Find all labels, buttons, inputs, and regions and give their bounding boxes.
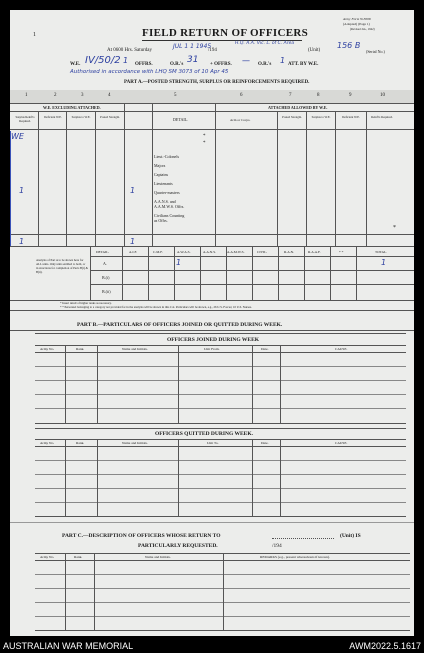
- rank-lieutenants: Lieutenants: [154, 181, 173, 186]
- unit-label: (Unit): [308, 48, 321, 53]
- form-sheet: [10, 10, 414, 636]
- ors-label: O.R.'s: [170, 62, 184, 67]
- totals-header-awas: A.W.A.S.: [177, 250, 191, 254]
- asterisk-2: *: [203, 141, 206, 146]
- joined-col-unit-from: Unit From.: [204, 347, 220, 351]
- asterisk-1: *: [203, 134, 206, 139]
- col-header-4: Posted Strength.: [100, 115, 120, 119]
- hw-mark-3: 1: [19, 237, 25, 246]
- part-c-unit-is: (Unit) IS: [340, 533, 361, 539]
- totals-header-ran: R.A.N.: [284, 250, 295, 254]
- hw-mark-1: 1: [19, 186, 25, 195]
- year-text: /194: [208, 48, 217, 53]
- plus-offrs-label: + OFFRS.: [210, 62, 232, 67]
- footnote-2: * * Personnel belonging to a category not provided for in the analysis will be shown in this Col. Particulars will be shown, e.g., 26 U.S. Forces; 10 U.S. Nurses.: [60, 305, 252, 309]
- footnote-1: * Insert detail of higher ranks as necessary.: [60, 301, 112, 305]
- joined-col-army-no: Army No.: [40, 347, 55, 351]
- totals-header-aamws: A.A.M.W.S.: [227, 250, 245, 254]
- col-header-3: Surplus to W.E.: [71, 115, 91, 119]
- hw-mark-2: 1: [130, 186, 136, 195]
- totals-hw-total: 1: [381, 258, 387, 267]
- column-number-band: [10, 90, 414, 103]
- colnum-4: 4: [108, 93, 111, 98]
- part-c-title: PART C.—DESCRIPTION OF OFFICERS WHOSE RETURN TO: [62, 533, 221, 539]
- joined-title: OFFICERS JOINED DURING WEEK: [167, 337, 260, 343]
- quitted-col-name: Name and Initials.: [122, 441, 148, 445]
- archive-accession-number: AWM2022.5.1617: [349, 641, 421, 651]
- offrs-label: OFFRS.: [135, 62, 153, 67]
- totals-row-bi: B.(i): [102, 275, 110, 280]
- rank-majors: Majors: [154, 163, 166, 168]
- quitted-title: OFFICERS QUITTED DURING WEEK.: [155, 431, 253, 437]
- archive-credit: AUSTRALIAN WAR MEMORIAL: [3, 641, 134, 651]
- plus-ors-handwritten: 1: [280, 56, 286, 65]
- attached-header: ATTACHED ALLOWED BY W.E.: [268, 105, 328, 110]
- colnum-6: 6: [240, 93, 243, 98]
- col-header-2: Deficient W.E.: [44, 115, 62, 119]
- colnum-7: 7: [289, 93, 292, 98]
- col-header-1: Surplus Reinf'ts Required.: [15, 115, 35, 123]
- part-b-title: PART B.—PARTICULARS OF OFFICERS JOINED OR QUITTED DURING WEEK.: [77, 322, 283, 328]
- plus-offrs-handwritten: —: [242, 56, 250, 65]
- form-ref-line-1: Army Form W.3008: [343, 17, 371, 21]
- form-ref-line-2: (Adapted) (Page 1): [343, 22, 370, 26]
- part-c-col-name: Name and Initials.: [145, 555, 171, 559]
- totals-header-total: TOTAL.: [375, 250, 388, 254]
- joined-col-rank: Rank.: [76, 347, 85, 351]
- joined-col-cause: CAUSE.: [335, 347, 348, 351]
- hw-mark-4: 1: [130, 237, 136, 246]
- colnum-2: 2: [54, 93, 57, 98]
- col-header-6: Arm or Corps.: [230, 118, 251, 122]
- totals-header-detail: DETAIL.: [96, 250, 110, 254]
- part-c-col-remarks: REMARKS (e.g., present whereabouts if known).: [260, 555, 330, 559]
- quitted-col-cause: CAUSE.: [335, 441, 348, 445]
- totals-header-aans: A.A.N.S.: [203, 250, 217, 254]
- quitted-col-date: Date.: [261, 441, 269, 445]
- part-a-title: PART A.—POSTED STRENGTH, SURPLUS OR REINFORCEMENTS REQUIRED.: [124, 80, 310, 85]
- form-ref-line-3: (Revised Jan., 1942): [350, 27, 375, 31]
- rank-civilians: Civilians Counting: [154, 213, 185, 218]
- totals-header-aif: A.I.F.: [129, 250, 137, 254]
- serial-label: (Serial No.): [366, 49, 385, 54]
- page-number: 1: [33, 32, 36, 38]
- colnum-1: 1: [25, 93, 28, 98]
- at-line: At 0600 Hrs. Saturday: [107, 48, 152, 53]
- rank-civilians-2: as Offrs.: [154, 218, 168, 223]
- part-c-year: /194: [272, 543, 282, 549]
- colnum-3: 3: [81, 93, 84, 98]
- rank-aamws: A.A.M.W.S. Offrs.: [154, 204, 185, 209]
- joined-col-name: Name and Initials.: [122, 347, 148, 351]
- col-header-7: Posted Strength.: [282, 115, 302, 119]
- authority-handwritten: Authorised in accordance with LHQ SM 3073 of 10 Apr 45: [70, 69, 229, 75]
- hw-we-label: WE: [11, 132, 24, 141]
- ors-handwritten: 31: [187, 55, 199, 65]
- form-title: FIELD RETURN OF OFFICERS: [142, 27, 309, 39]
- offrs-handwritten: 1: [123, 56, 129, 65]
- col-header-10: Reinf'ts Required.: [371, 115, 393, 119]
- unit-handwritten: H.Q. A.A. Vic. L. of C. Area: [235, 41, 295, 46]
- we-excluding-header: W.E. EXCLUDING ATTACHED.: [43, 105, 101, 110]
- att-label: ATT. BY W.E.: [288, 62, 319, 67]
- quitted-col-army-no: Army No.: [40, 441, 55, 445]
- colnum-10: 10: [380, 93, 385, 98]
- totals-header-cmf: C.M.F.: [153, 250, 163, 254]
- col-header-9: Deficient W.E.: [342, 115, 360, 119]
- rank-quartermasters: Quarter-masters: [154, 190, 180, 195]
- serial-handwritten: 156 B: [337, 41, 361, 50]
- part-c-particularly: PARTICULARLY REQUESTED.: [138, 543, 218, 549]
- part-c-col-army-no: Army No.: [40, 555, 55, 559]
- detail-header: DETAIL.: [173, 117, 189, 122]
- joined-col-date: Date.: [261, 347, 269, 351]
- star-mark: *: [393, 225, 396, 231]
- part-c-col-rank: Rank.: [74, 555, 83, 559]
- totals-row-bii: B.(ii): [102, 289, 111, 294]
- rank-lieut-colonels: Lieut.-Colonels: [154, 154, 179, 159]
- totals-note: Analysis of Part A to be shown here for ALL units. Only units entitled to hold, or in structions for completion of Parts B(i) & B(ii).: [36, 258, 88, 274]
- totals-hw-cmf: 1: [176, 258, 182, 267]
- at-date-handwritten: JUL 1 1 1945: [173, 43, 212, 50]
- totals-header-civil: CIVIL.: [257, 250, 268, 254]
- totals-row-a: A.: [103, 261, 107, 266]
- totals-header-other: * *: [339, 250, 344, 254]
- quitted-col-rank: Rank.: [76, 441, 85, 445]
- colnum-5: 5: [174, 93, 177, 98]
- we-handwritten: IV/50/2: [85, 55, 121, 66]
- we-label: W.E.: [70, 62, 81, 67]
- quitted-col-unit-to: Unit To.: [207, 441, 219, 445]
- plus-ors-label: O.R.'s: [258, 62, 272, 67]
- rank-captains: Captains: [154, 172, 168, 177]
- colnum-8: 8: [317, 93, 320, 98]
- totals-header-raaf: R.A.A.F.: [308, 250, 321, 254]
- colnum-9: 9: [349, 93, 352, 98]
- hw-left-margin-line: [10, 131, 11, 246]
- col-header-8: Surplus to W.E.: [311, 115, 331, 119]
- rank-aans: A.A.N.S. and: [154, 199, 176, 204]
